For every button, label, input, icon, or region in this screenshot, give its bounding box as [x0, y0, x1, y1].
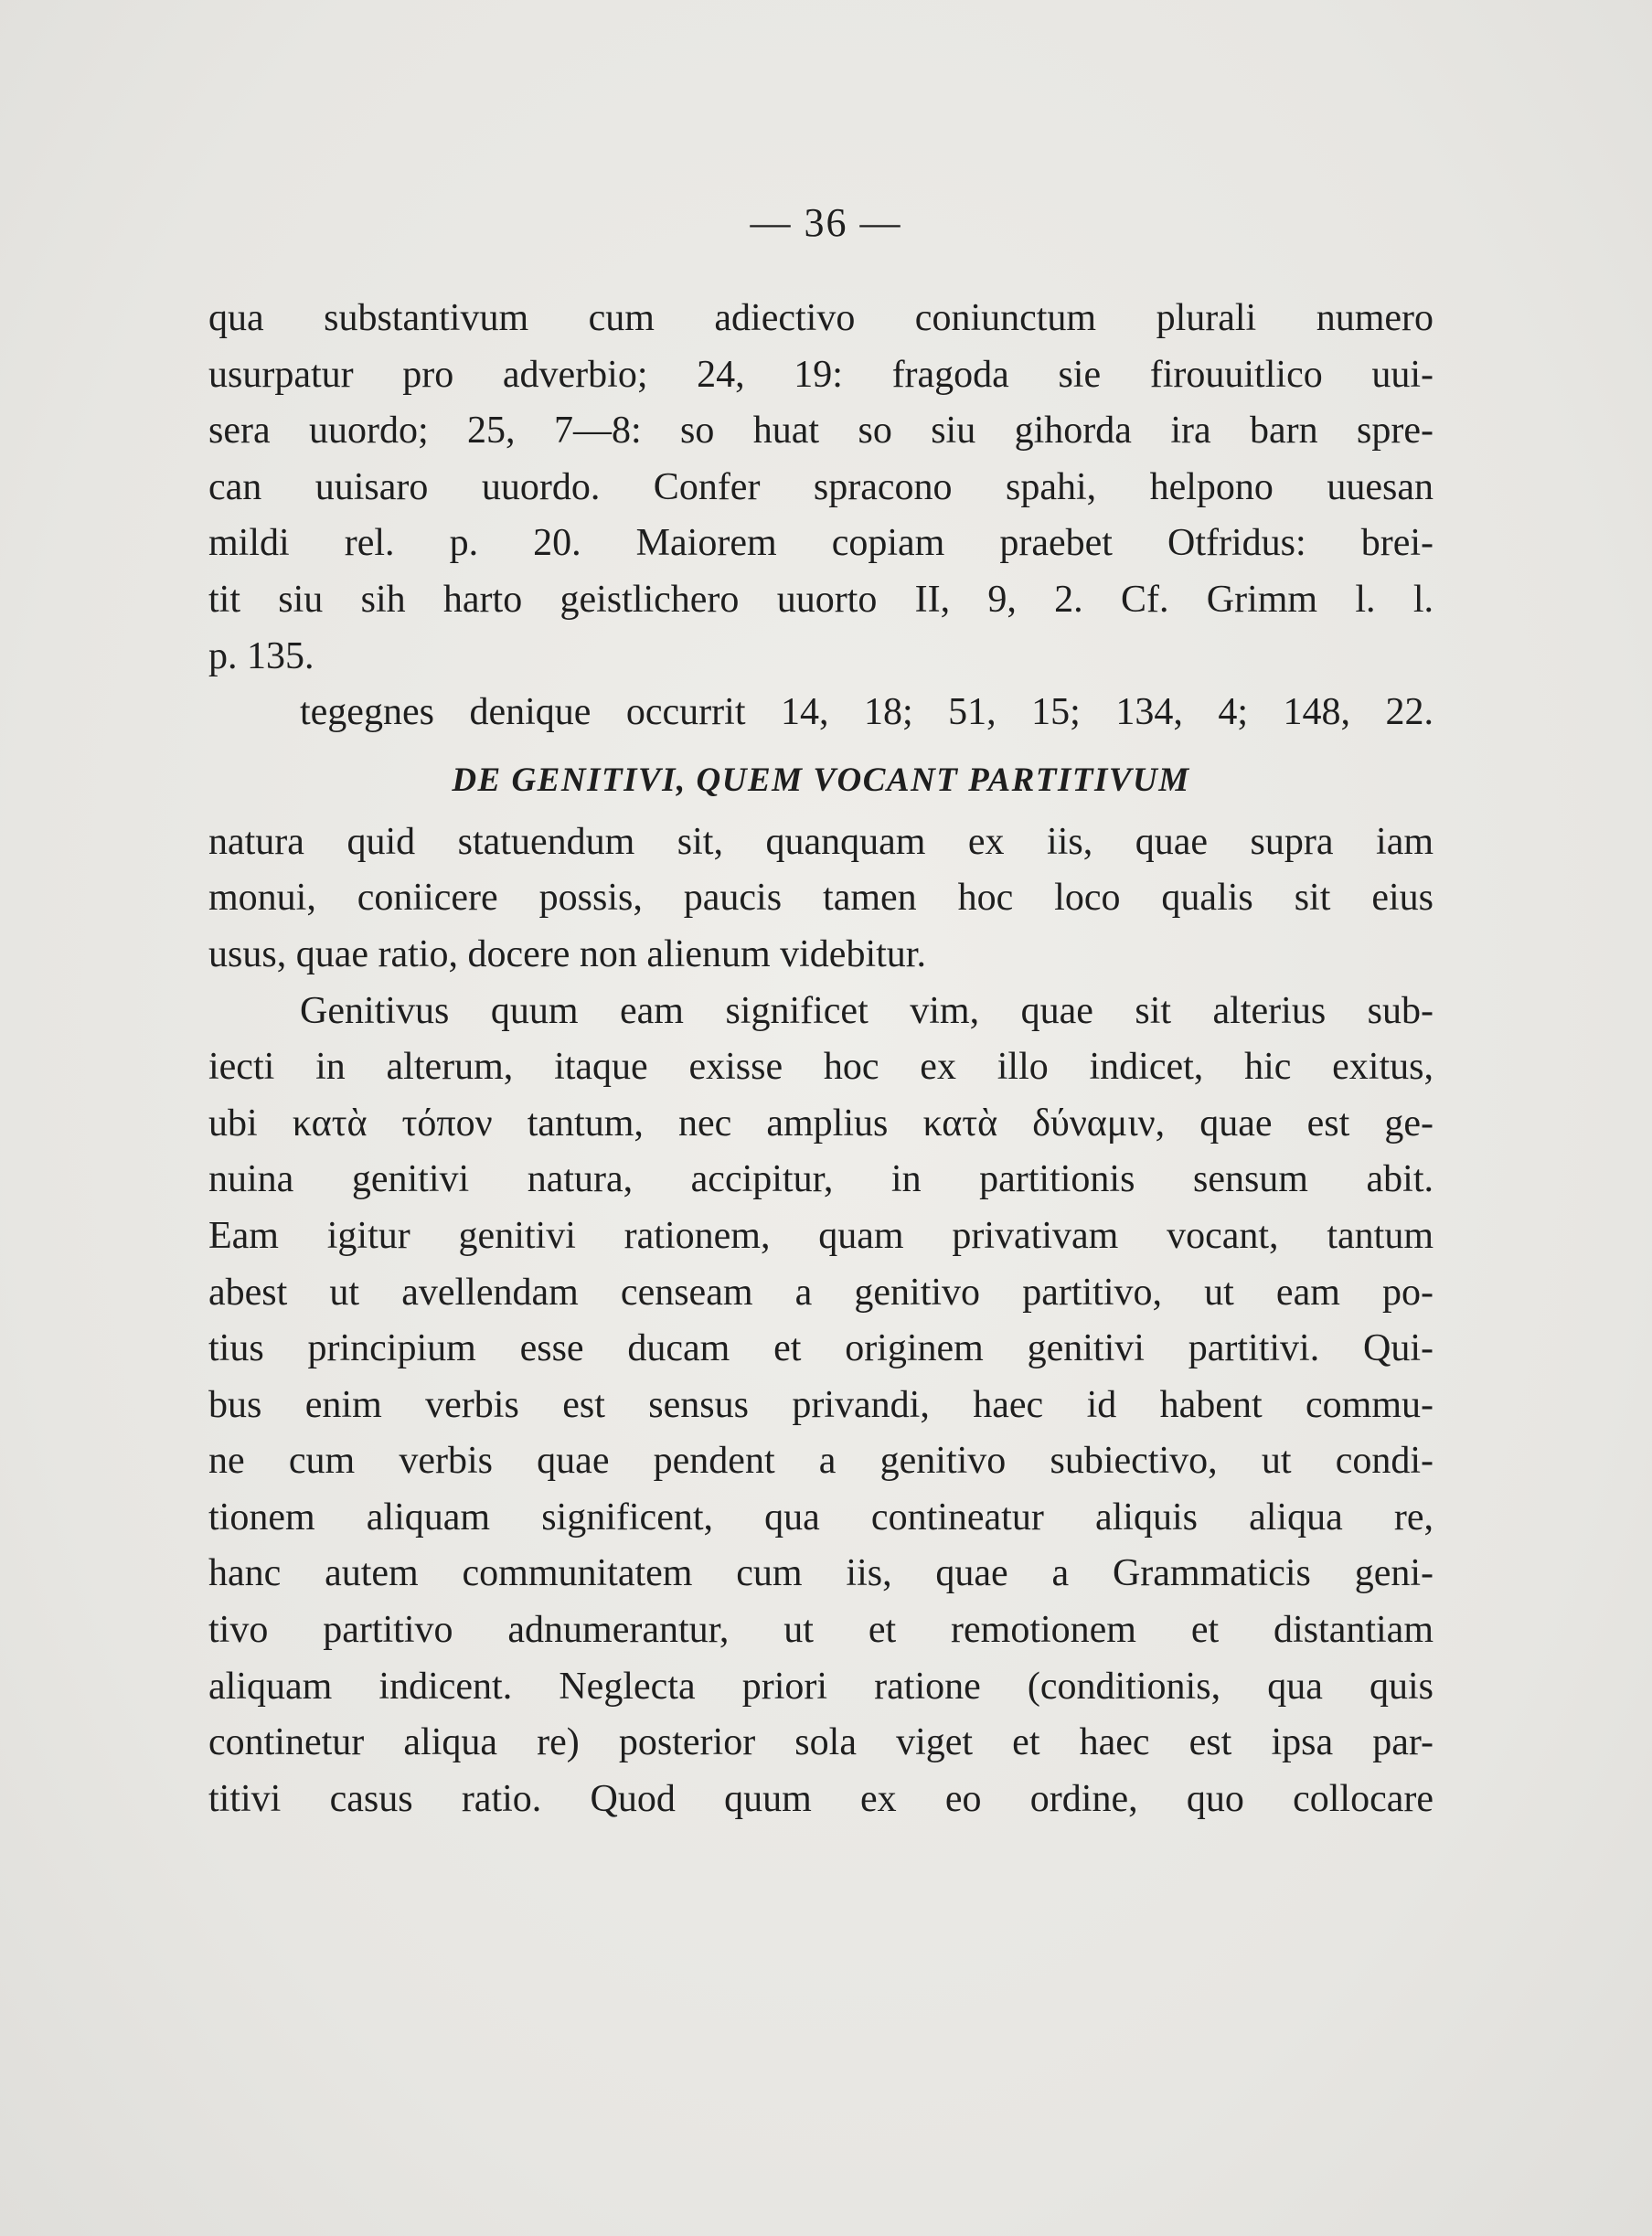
text-line: tegegnes denique occurrit 14, 18; 51, 15; 134, 4; 148, 22.: [300, 691, 1434, 734]
text-line: sera uuordo; 25, 7—8: so huat so siu gihorda ira barn spre-: [208, 410, 1434, 453]
section-heading: DE GENITIVI, QUEM VOCANT PARTITIVUM: [452, 761, 1190, 799]
text-line: Genitivus quum eam significet vim, quae sit alterius sub-: [300, 989, 1434, 1032]
text-line: hanc autem communitatem cum iis, quae a Grammaticis geni-: [208, 1552, 1434, 1595]
text-line: can uuisaro uuordo. Confer spracono spahi, helpono uuesan: [208, 465, 1434, 508]
text-line: ne cum verbis quae pendent a genitivo subiectivo, ut condi-: [208, 1440, 1434, 1483]
text-line: continetur aliqua re) posterior sola viget et haec est ipsa par-: [208, 1721, 1434, 1764]
text-line: monui, coniicere possis, paucis tamen hoc loco qualis sit eius: [208, 877, 1434, 920]
text-line: iecti in alterum, itaque exisse hoc ex illo indicet, hic exitus,: [208, 1046, 1434, 1089]
text-line: qua substantivum cum adiectivo coniunctum plurali numero: [208, 297, 1434, 339]
body-text: [208, 291, 1434, 1827]
text-line: usurpatur pro adverbio; 24, 19: fragoda sie firouuitlico uui-: [208, 353, 1434, 396]
text-line: ubi κατὰ τόπον tantum, nec amplius κατὰ δύναμιν, quae est ge-: [208, 1102, 1434, 1145]
text-line: p. 135.: [208, 634, 314, 677]
text-line: titivi casus ratio. Quod quum ex eo ordine, quo collocare: [208, 1777, 1434, 1820]
text-line: bus enim verbis est sensus privandi, haec id habent commu-: [208, 1383, 1434, 1426]
text-line: aliquam indicent. Neglecta priori ratione (conditionis, qua quis: [208, 1665, 1434, 1708]
text-line: tivo partitivo adnumerantur, ut et remotionem et distantiam: [208, 1609, 1434, 1652]
text-line: Eam igitur genitivi rationem, quam privativam vocant, tantum: [208, 1214, 1434, 1257]
text-line: abest ut avellendam censeam a genitivo partitivo, ut eam po-: [208, 1271, 1434, 1314]
text-line: mildi rel. p. 20. Maiorem copiam praebet Otfridus: brei-: [208, 522, 1434, 565]
text-line: nuina genitivi natura, accipitur, in partitionis sensum abit.: [208, 1158, 1434, 1201]
text-line: natura quid statuendum sit, quanquam ex iis, quae supra iam: [208, 820, 1434, 863]
text-line: usus, quae ratio, docere non alienum videbitur.: [208, 932, 926, 975]
text-line: tius principium esse ducam et originem genitivi partitivi. Qui-: [208, 1327, 1434, 1370]
page-number: — 36 —: [750, 200, 902, 245]
text-line: tit siu sih harto geistlichero uuorto II, 9, 2. Cf. Grimm l. l.: [208, 578, 1434, 621]
text-line: tionem aliquam significent, qua contineatur aliquis aliqua re,: [208, 1496, 1434, 1539]
